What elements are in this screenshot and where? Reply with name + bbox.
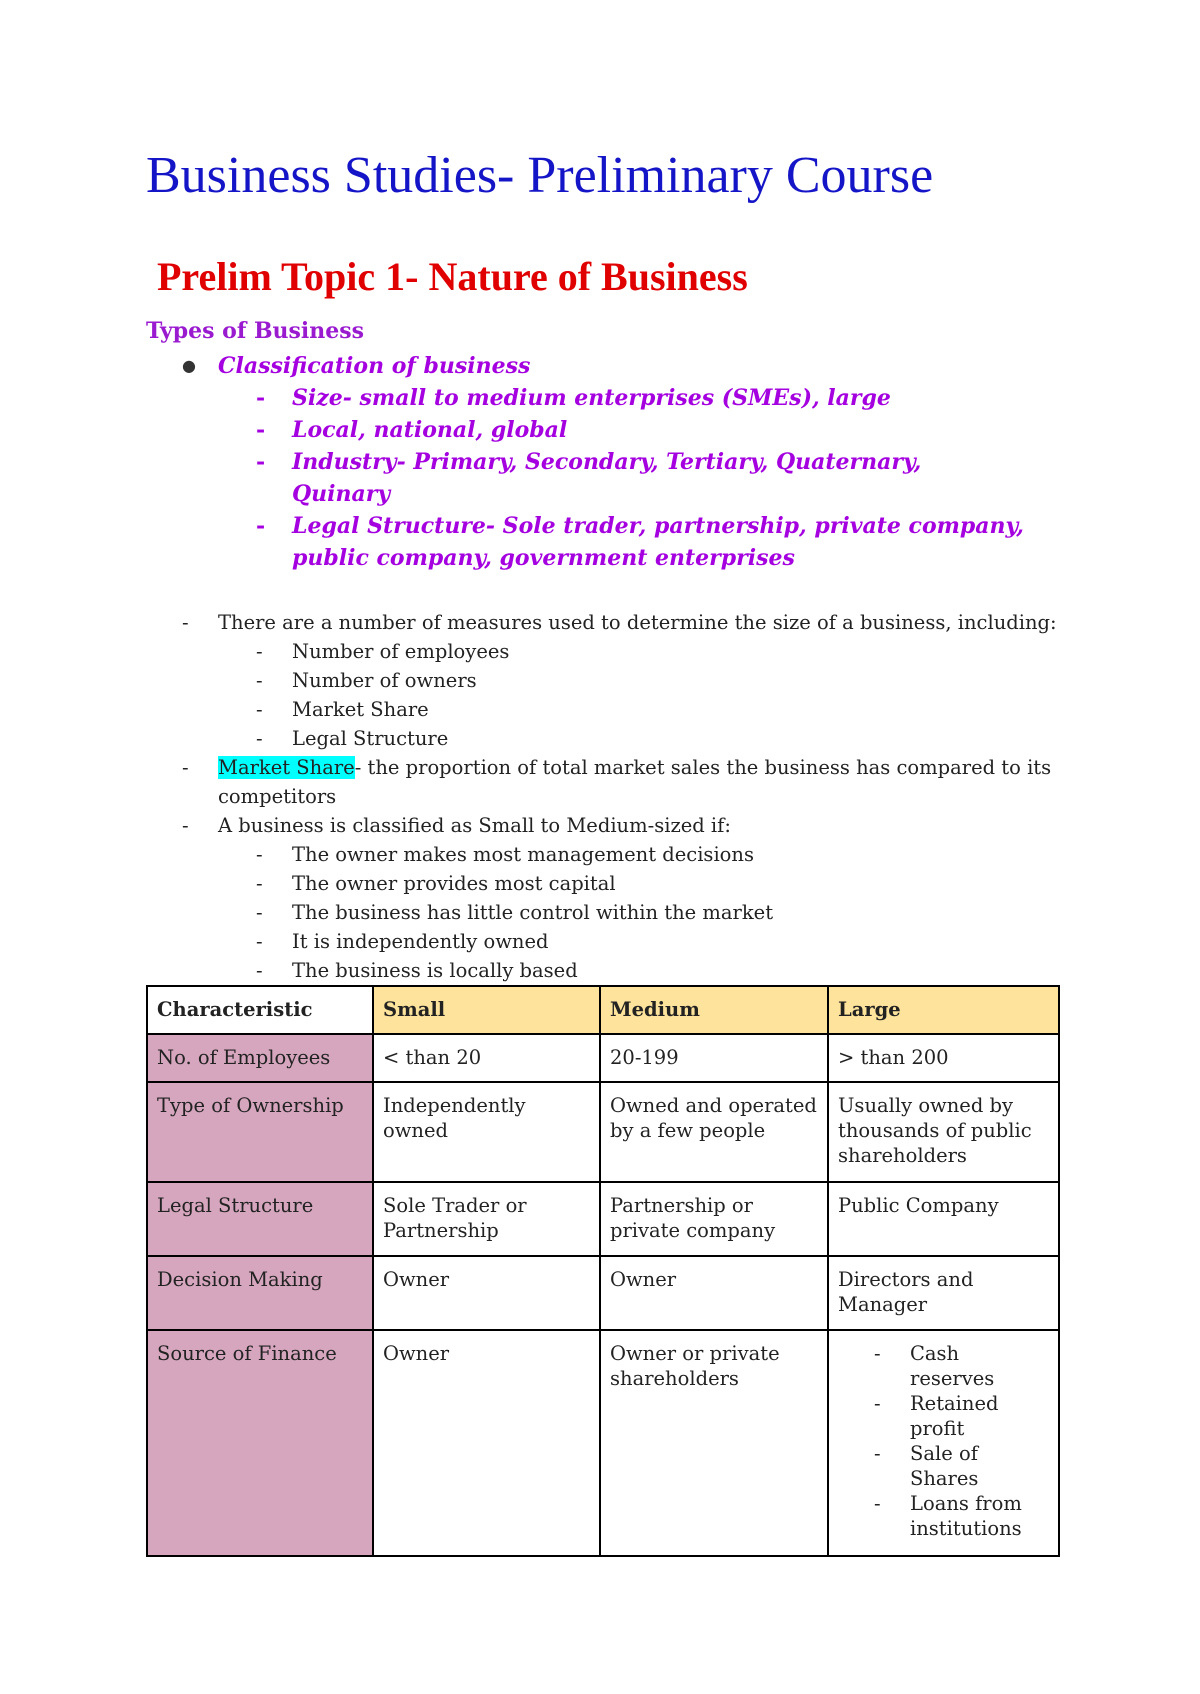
dash-icon: - — [256, 959, 263, 982]
business-size-table — [146, 985, 1060, 1557]
dash-icon: - — [256, 417, 266, 443]
row-label: Decision Making — [147, 1256, 373, 1330]
dash-icon: - — [256, 669, 263, 692]
bullet-icon: ● — [182, 356, 196, 375]
list-item — [146, 666, 1076, 695]
table-cell: Sole Trader or Partnership — [373, 1182, 600, 1256]
table-cell: 20-199 — [600, 1034, 828, 1082]
column-header: Small — [373, 986, 600, 1034]
dash-icon: - — [256, 843, 263, 866]
sme-criterion: The owner provides most capital — [292, 872, 616, 895]
table-cell: Owner — [600, 1256, 828, 1330]
dash-icon: - — [256, 513, 266, 539]
table-cell: Usually owned by thousands of public shareholders — [828, 1082, 1059, 1182]
classification-item — [146, 446, 1066, 478]
document-title: Business Studies- Preliminary Course — [146, 147, 934, 204]
sme-criterion: It is independently owned — [292, 930, 549, 953]
list-item: - Sale of Shares — [910, 1441, 1049, 1491]
sme-criterion: The business is locally based — [292, 959, 578, 982]
dash-icon: - — [256, 640, 263, 663]
size-measures-notes — [146, 608, 1076, 985]
table-row — [147, 1182, 1059, 1256]
table-cell: Owned and operated by a few people — [600, 1082, 828, 1182]
classification-item — [146, 414, 1066, 446]
classification-item-text: Industry- Primary, Secondary, Tertiary, Quaternary, — [292, 449, 922, 475]
dash-icon: - — [256, 901, 263, 924]
dash-icon: - — [182, 814, 189, 837]
column-header: Large — [828, 986, 1059, 1034]
classification-list — [146, 350, 1066, 574]
classification-item-continuation — [146, 542, 1066, 574]
row-label: Source of Finance — [147, 1330, 373, 1556]
classification-item-text: public company, government enterprises — [292, 545, 795, 571]
table-cell — [828, 1330, 1059, 1556]
column-header: Characteristic — [147, 986, 373, 1034]
table-cell: Independently owned — [373, 1082, 600, 1182]
list-item — [146, 898, 1076, 927]
sme-intro: A business is classified as Small to Medium-sized if: — [218, 814, 731, 837]
definition-text: competitors — [218, 785, 337, 808]
measure-item: Market Share — [292, 698, 429, 721]
classification-label: Classification of business — [218, 353, 531, 379]
types-of-business-heading: Types of Business — [146, 318, 365, 344]
sme-criterion: The owner makes most management decisions — [292, 843, 754, 866]
list-item: - Retained profit — [910, 1391, 1049, 1441]
table-cell: Owner — [373, 1330, 600, 1556]
row-label: Legal Structure — [147, 1182, 373, 1256]
definition-text: - the proportion of total market sales the business has compared to its — [354, 756, 1052, 779]
measures-intro: There are a number of measures used to determine the size of a business, including: — [218, 611, 1057, 634]
dash-icon: - — [256, 449, 266, 475]
table-cell: Owner or private shareholders — [600, 1330, 828, 1556]
dash-icon: - — [256, 727, 263, 750]
market-share-definition — [146, 753, 1076, 782]
classification-item-text: Legal Structure- Sole trader, partnership, private company, — [292, 513, 1024, 539]
table-header-row — [147, 986, 1059, 1034]
classification-bullet — [146, 350, 1066, 382]
table-row — [147, 1034, 1059, 1082]
list-item — [146, 608, 1076, 637]
table-cell: > than 200 — [828, 1034, 1059, 1082]
measure-item: Number of owners — [292, 669, 477, 692]
table-cell: Owner — [373, 1256, 600, 1330]
dash-icon: - — [182, 756, 189, 779]
dash-icon: - — [256, 872, 263, 895]
measure-item: Number of employees — [292, 640, 510, 663]
table-row — [147, 1256, 1059, 1330]
dash-icon: - — [182, 611, 189, 634]
table-cell: Directors and Manager — [828, 1256, 1059, 1330]
market-share-definition-continuation — [146, 782, 1076, 811]
sme-criterion: The business has little control within the market — [292, 901, 774, 924]
dash-icon: - — [256, 385, 266, 411]
classification-item-text: Quinary — [292, 481, 391, 507]
finance-sources-list — [838, 1341, 1049, 1541]
list-item — [146, 695, 1076, 724]
list-item — [146, 869, 1076, 898]
classification-item — [146, 510, 1066, 542]
list-item — [146, 840, 1076, 869]
column-header: Medium — [600, 986, 828, 1034]
topic-heading: Prelim Topic 1- Nature of Business — [157, 254, 748, 299]
list-item — [146, 724, 1076, 753]
list-item — [146, 637, 1076, 666]
classification-item-continuation — [146, 478, 1066, 510]
dash-icon: - — [256, 698, 263, 721]
row-label: Type of Ownership — [147, 1082, 373, 1182]
dash-icon: - — [256, 930, 263, 953]
list-item: - Loans from institutions — [910, 1491, 1049, 1541]
table-row — [147, 1082, 1059, 1182]
list-item — [146, 927, 1076, 956]
table-row — [147, 1330, 1059, 1556]
classification-item — [146, 382, 1066, 414]
classification-item-text: Local, national, global — [292, 417, 568, 443]
list-item: - Cash reserves — [910, 1341, 1049, 1391]
row-label: No. of Employees — [147, 1034, 373, 1082]
list-item — [146, 956, 1076, 985]
list-item — [146, 811, 1076, 840]
classification-item-text: Size- small to medium enterprises (SMEs), large — [292, 385, 891, 411]
table-cell: Public Company — [828, 1182, 1059, 1256]
table-cell: Partnership or private company — [600, 1182, 828, 1256]
measure-item: Legal Structure — [292, 727, 449, 750]
table-cell: < than 20 — [373, 1034, 600, 1082]
highlighted-term: Market Share — [218, 756, 355, 779]
